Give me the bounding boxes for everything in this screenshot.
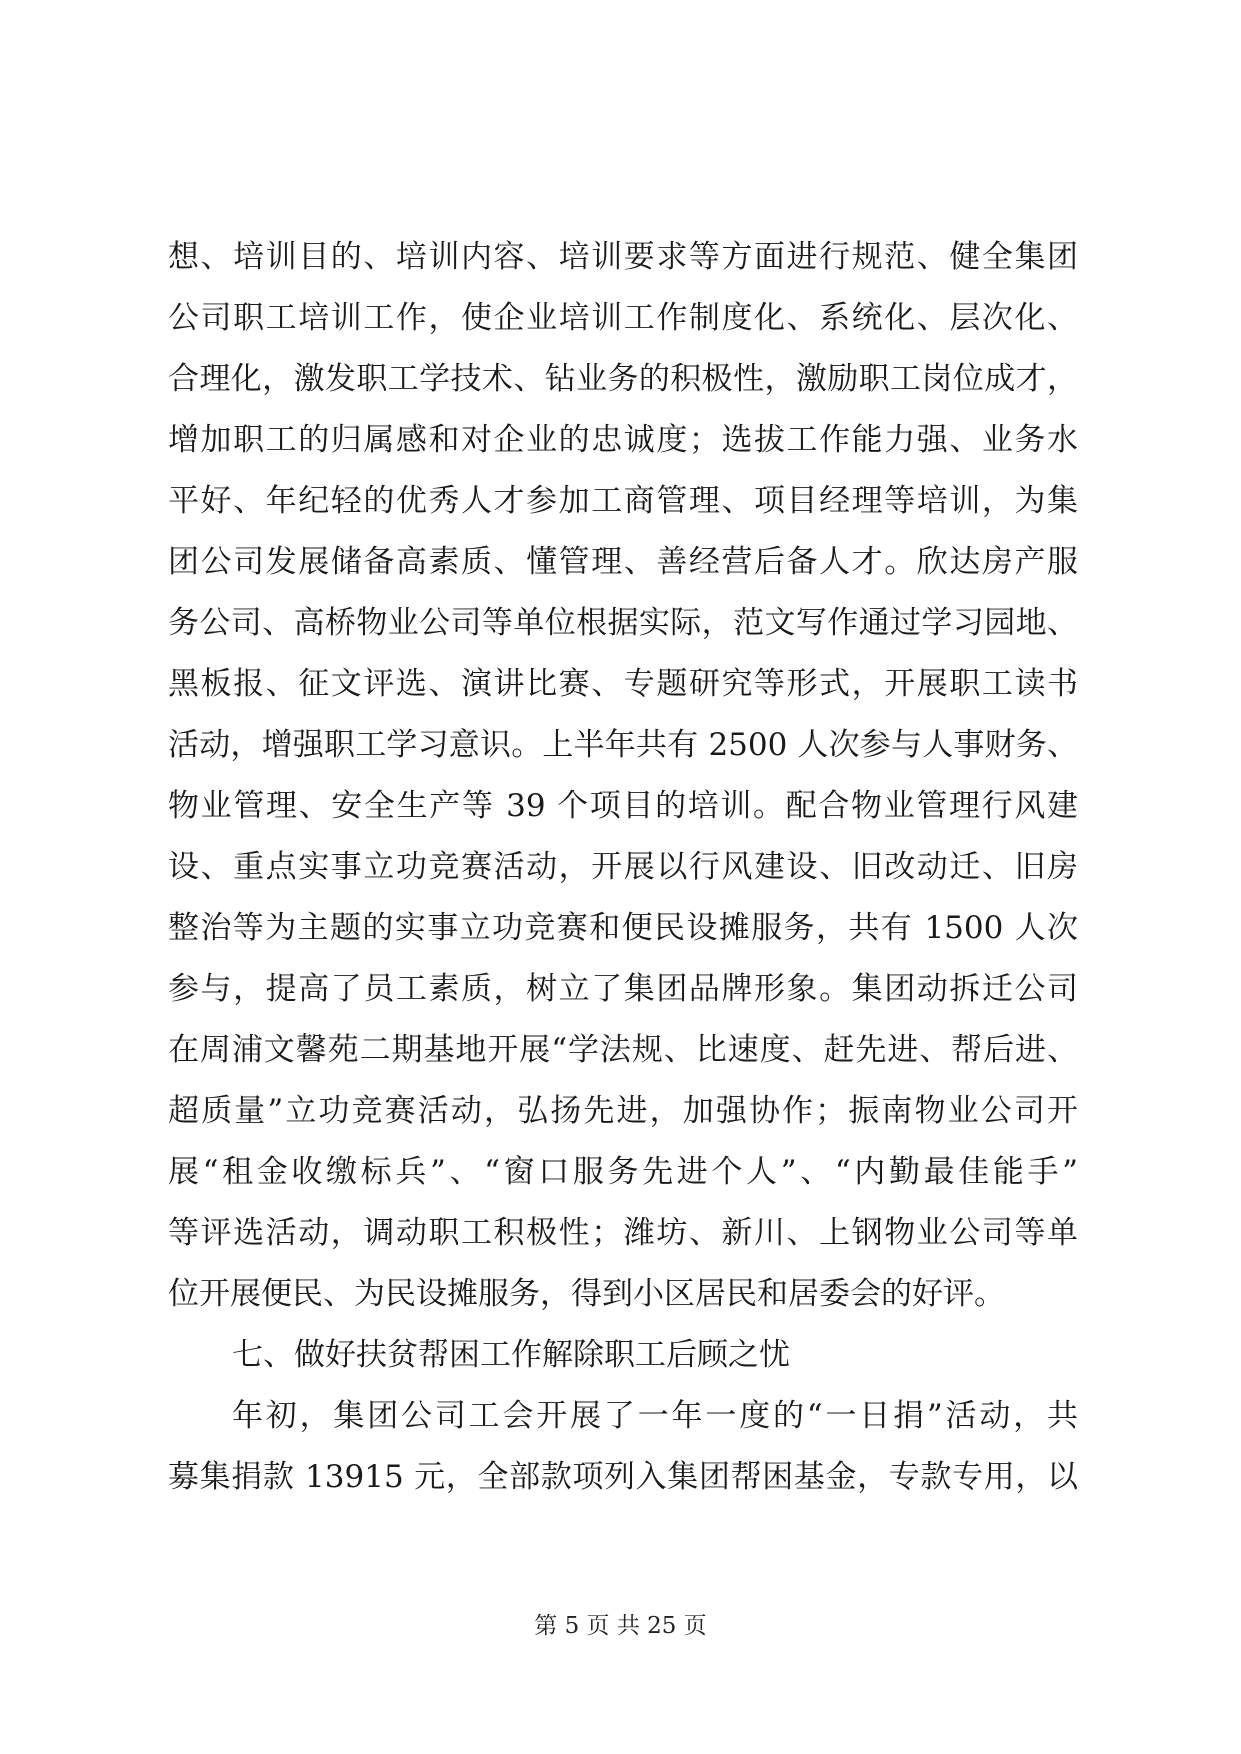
- text-line: 增加职工的归属感和对企业的忠诚度；选拔工作能力强、业务水: [168, 422, 1078, 458]
- text-line: 务公司、高桥物业公司等单位根据实际，范文写作通过学习园地、: [168, 605, 1078, 641]
- text-line: 展“租金收缴标兵”、“窗口服务先进个人”、“内勤最佳能手”: [168, 1154, 1078, 1190]
- text-line: 物业管理、安全生产等 39 个项目的培训。配合物业管理行风建: [168, 788, 1078, 824]
- text-line: 公司职工培训工作，使企业培训工作制度化、系统化、层次化、: [168, 300, 1078, 336]
- text-line: 团公司发展储备高素质、懂管理、善经营后备人才。欣达房产服: [168, 544, 1078, 580]
- page-number-footer: 第 5 页 共 25 页: [534, 1613, 707, 1639]
- text-line: 募集捐款 13915 元，全部款项列入集团帮困基金，专款专用，以: [168, 1459, 1078, 1495]
- text-line: 设、重点实事立功竞赛活动，开展以行风建设、旧改动迁、旧房: [168, 849, 1078, 885]
- body-text: [168, 227, 1078, 1508]
- text-line: 黑板报、征文评选、演讲比赛、专题研究等形式，开展职工读书: [168, 666, 1078, 702]
- text-line: 想、培训目的、培训内容、培训要求等方面进行规范、健全集团: [168, 239, 1078, 275]
- text-line: 等评选活动，调动职工积极性；潍坊、新川、上钢物业公司等单: [168, 1215, 1078, 1251]
- text-line: 在周浦文馨苑二期基地开展“学法规、比速度、赶先进、帮后进、: [168, 1032, 1078, 1068]
- text-line: 平好、年纪轻的优秀人才参加工商管理、项目经理等培训，为集: [168, 483, 1078, 519]
- text-line: 年初，集团公司工会开展了一年一度的“一日捐”活动，共: [232, 1398, 1078, 1434]
- text-line: 参与，提高了员工素质，树立了集团品牌形象。集团动拆迁公司: [168, 971, 1078, 1007]
- section-heading: 七、做好扶贫帮困工作解除职工后顾之忧: [232, 1337, 790, 1373]
- text-line: 位开展便民、为民设摊服务，得到小区居民和居委会的好评。: [168, 1276, 1005, 1312]
- text-line: 活动，增强职工学习意识。上半年共有 2500 人次参与人事财务、: [168, 727, 1078, 763]
- text-line: 整治等为主题的实事立功竞赛和便民设摊服务，共有 1500 人次: [168, 910, 1078, 946]
- text-line: 合理化，激发职工学技术、钻业务的积极性，激励职工岗位成才，: [168, 361, 1078, 397]
- text-line: 超质量”立功竞赛活动，弘扬先进，加强协作；振南物业公司开: [168, 1093, 1078, 1129]
